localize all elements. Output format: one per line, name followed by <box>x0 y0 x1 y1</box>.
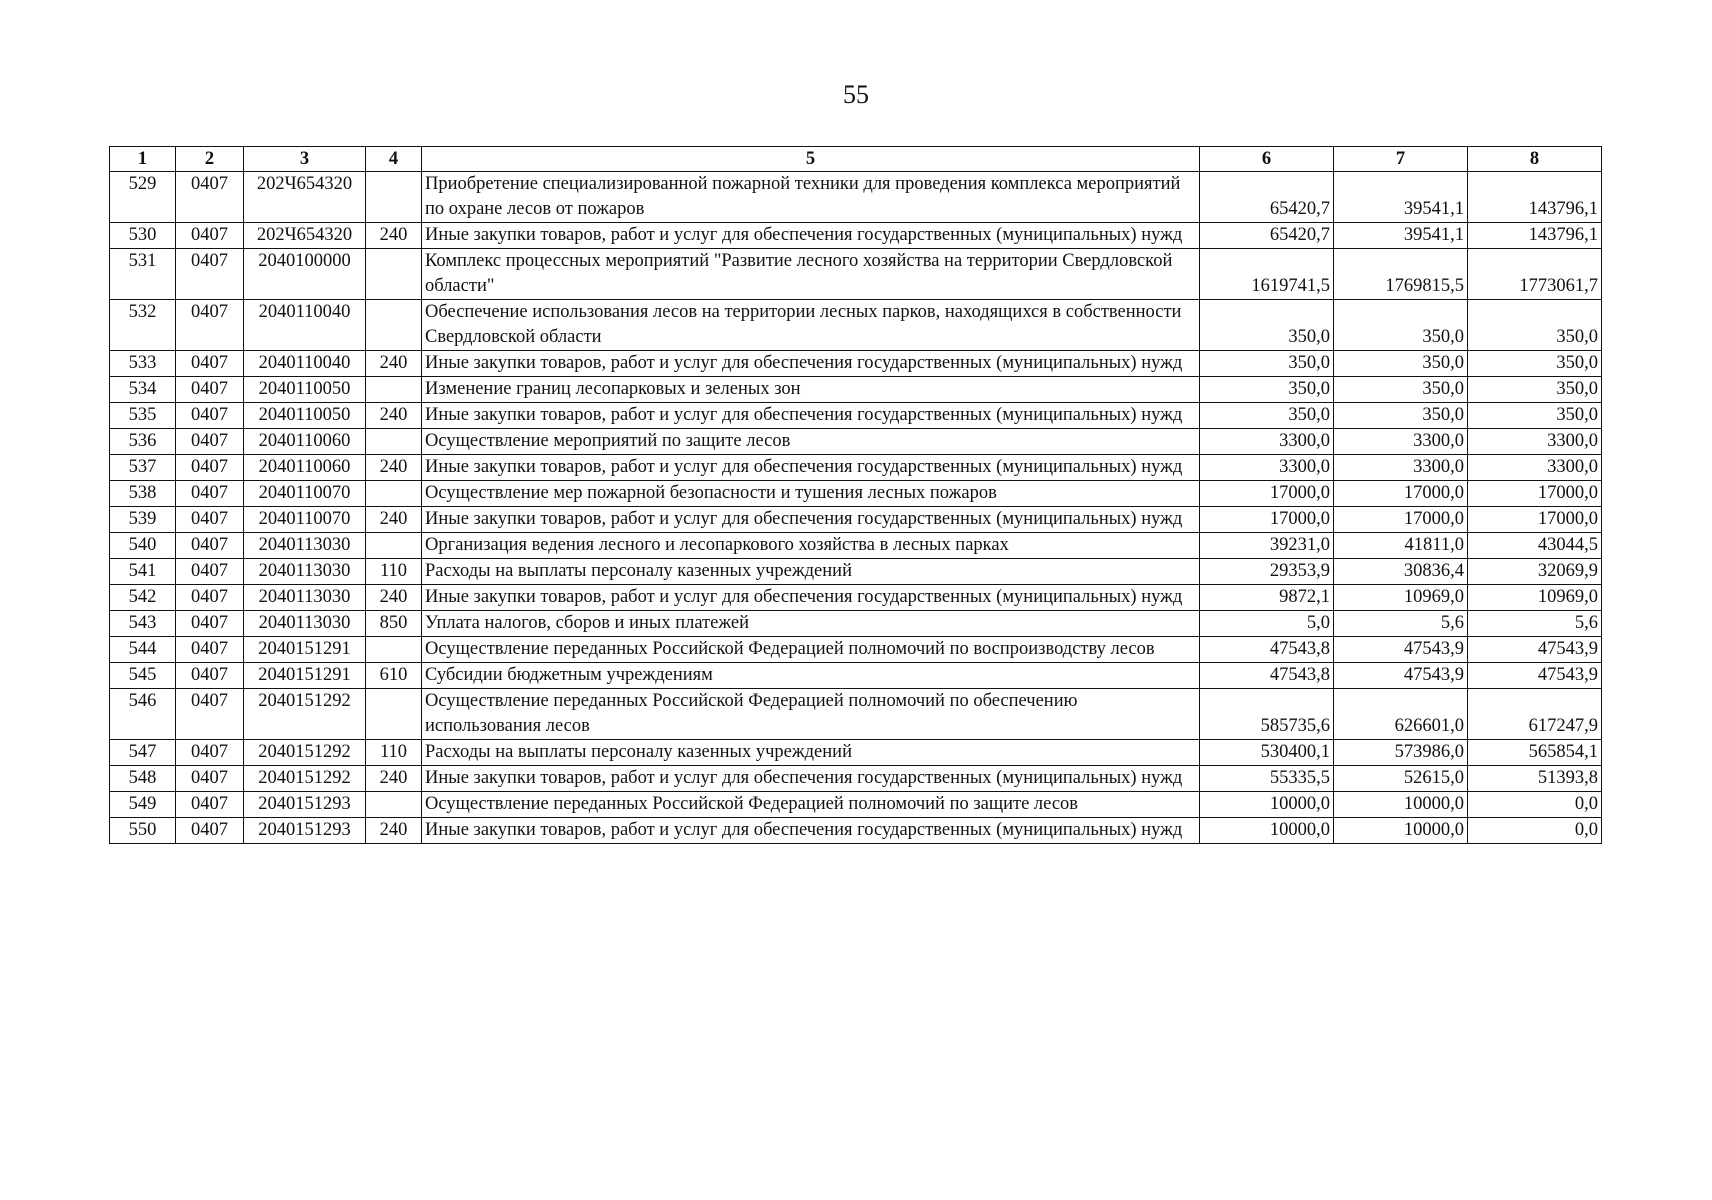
table-row <box>110 766 1602 792</box>
amount-col6-cell: 17000,0 <box>1200 481 1334 507</box>
description-cell: Иные закупки товаров, работ и услуг для обеспечения государственных (муниципальных) нужд <box>422 585 1200 611</box>
row-number-cell: 536 <box>110 429 176 455</box>
table-row <box>110 637 1602 663</box>
description-cell: Осуществление мероприятий по защите лесов <box>422 429 1200 455</box>
amount-col6-cell: 10000,0 <box>1200 792 1334 818</box>
amount-col8-cell: 350,0 <box>1468 300 1602 351</box>
section-code-cell: 0407 <box>176 740 244 766</box>
amount-col8-cell: 143796,1 <box>1468 172 1602 223</box>
description-cell: Иные закупки товаров, работ и услуг для обеспечения государственных (муниципальных) нужд <box>422 223 1200 249</box>
target-code-cell: 2040110060 <box>244 455 366 481</box>
header-cell-4: 4 <box>366 147 422 172</box>
expense-kind-cell <box>366 792 422 818</box>
amount-col8-cell: 0,0 <box>1468 792 1602 818</box>
amount-col8-cell: 47543,9 <box>1468 663 1602 689</box>
amount-col8-cell: 43044,5 <box>1468 533 1602 559</box>
row-number-cell: 541 <box>110 559 176 585</box>
amount-col6-cell: 3300,0 <box>1200 429 1334 455</box>
row-number-cell: 534 <box>110 377 176 403</box>
expense-kind-cell <box>366 429 422 455</box>
header-cell-6: 6 <box>1200 147 1334 172</box>
section-code-cell: 0407 <box>176 455 244 481</box>
section-code-cell: 0407 <box>176 663 244 689</box>
target-code-cell: 2040100000 <box>244 249 366 300</box>
target-code-cell: 2040113030 <box>244 559 366 585</box>
section-code-cell: 0407 <box>176 377 244 403</box>
section-code-cell: 0407 <box>176 637 244 663</box>
expense-kind-cell <box>366 300 422 351</box>
expense-kind-cell <box>366 637 422 663</box>
amount-col7-cell: 17000,0 <box>1334 507 1468 533</box>
row-number-cell: 532 <box>110 300 176 351</box>
amount-col8-cell: 617247,9 <box>1468 689 1602 740</box>
amount-col8-cell: 5,6 <box>1468 611 1602 637</box>
target-code-cell: 2040113030 <box>244 533 366 559</box>
section-code-cell: 0407 <box>176 351 244 377</box>
amount-col7-cell: 1769815,5 <box>1334 249 1468 300</box>
row-number-cell: 543 <box>110 611 176 637</box>
row-number-cell: 533 <box>110 351 176 377</box>
amount-col7-cell: 350,0 <box>1334 377 1468 403</box>
description-cell: Иные закупки товаров, работ и услуг для обеспечения государственных (муниципальных) нужд <box>422 455 1200 481</box>
amount-col6-cell: 65420,7 <box>1200 223 1334 249</box>
amount-col8-cell: 0,0 <box>1468 818 1602 844</box>
description-cell: Иные закупки товаров, работ и услуг для обеспечения государственных (муниципальных) нужд <box>422 403 1200 429</box>
expense-kind-cell: 240 <box>366 818 422 844</box>
section-code-cell: 0407 <box>176 766 244 792</box>
amount-col6-cell: 39231,0 <box>1200 533 1334 559</box>
table-row <box>110 223 1602 249</box>
header-cell-1: 1 <box>110 147 176 172</box>
amount-col7-cell: 39541,1 <box>1334 172 1468 223</box>
target-code-cell: 2040110050 <box>244 403 366 429</box>
amount-col7-cell: 39541,1 <box>1334 223 1468 249</box>
amount-col8-cell: 17000,0 <box>1468 481 1602 507</box>
expense-kind-cell <box>366 172 422 223</box>
table-row <box>110 351 1602 377</box>
amount-col8-cell: 47543,9 <box>1468 637 1602 663</box>
description-cell: Расходы на выплаты персоналу казенных учреждений <box>422 559 1200 585</box>
amount-col7-cell: 52615,0 <box>1334 766 1468 792</box>
row-number-cell: 549 <box>110 792 176 818</box>
expense-kind-cell <box>366 377 422 403</box>
amount-col6-cell: 10000,0 <box>1200 818 1334 844</box>
amount-col7-cell: 41811,0 <box>1334 533 1468 559</box>
amount-col7-cell: 5,6 <box>1334 611 1468 637</box>
page-number: 55 <box>843 80 869 109</box>
table-row <box>110 663 1602 689</box>
target-code-cell: 2040151293 <box>244 792 366 818</box>
amount-col8-cell: 565854,1 <box>1468 740 1602 766</box>
amount-col6-cell: 585735,6 <box>1200 689 1334 740</box>
amount-col7-cell: 30836,4 <box>1334 559 1468 585</box>
table-row <box>110 172 1602 223</box>
target-code-cell: 2040113030 <box>244 611 366 637</box>
description-cell: Уплата налогов, сборов и иных платежей <box>422 611 1200 637</box>
table-row <box>110 533 1602 559</box>
amount-col6-cell: 350,0 <box>1200 403 1334 429</box>
row-number-cell: 542 <box>110 585 176 611</box>
target-code-cell: 2040110040 <box>244 300 366 351</box>
target-code-cell: 2040110050 <box>244 377 366 403</box>
section-code-cell: 0407 <box>176 300 244 351</box>
section-code-cell: 0407 <box>176 792 244 818</box>
expense-kind-cell: 850 <box>366 611 422 637</box>
row-number-cell: 535 <box>110 403 176 429</box>
description-cell: Осуществление мер пожарной безопасности и тушения лесных пожаров <box>422 481 1200 507</box>
table-row <box>110 792 1602 818</box>
row-number-cell: 531 <box>110 249 176 300</box>
budget-table <box>109 146 1602 844</box>
description-cell: Иные закупки товаров, работ и услуг для обеспечения государственных (муниципальных) нужд <box>422 818 1200 844</box>
row-number-cell: 547 <box>110 740 176 766</box>
amount-col6-cell: 55335,5 <box>1200 766 1334 792</box>
amount-col6-cell: 29353,9 <box>1200 559 1334 585</box>
amount-col8-cell: 350,0 <box>1468 377 1602 403</box>
row-number-cell: 544 <box>110 637 176 663</box>
table-row <box>110 300 1602 351</box>
amount-col7-cell: 350,0 <box>1334 300 1468 351</box>
table-row <box>110 481 1602 507</box>
amount-col7-cell: 350,0 <box>1334 403 1468 429</box>
table-row <box>110 377 1602 403</box>
amount-col8-cell: 3300,0 <box>1468 429 1602 455</box>
section-code-cell: 0407 <box>176 507 244 533</box>
description-cell: Осуществление переданных Российской Федерацией полномочий по обеспечению использования лесов <box>422 689 1200 740</box>
target-code-cell: 2040110070 <box>244 507 366 533</box>
amount-col8-cell: 350,0 <box>1468 403 1602 429</box>
section-code-cell: 0407 <box>176 585 244 611</box>
row-number-cell: 537 <box>110 455 176 481</box>
target-code-cell: 2040110040 <box>244 351 366 377</box>
expense-kind-cell: 240 <box>366 585 422 611</box>
description-cell: Приобретение специализированной пожарной техники для проведения комплекса мероприятий по охране лесов от пожаров <box>422 172 1200 223</box>
amount-col6-cell: 350,0 <box>1200 351 1334 377</box>
section-code-cell: 0407 <box>176 429 244 455</box>
expense-kind-cell: 610 <box>366 663 422 689</box>
header-cell-5: 5 <box>422 147 1200 172</box>
header-cell-8: 8 <box>1468 147 1602 172</box>
row-number-cell: 530 <box>110 223 176 249</box>
table-row <box>110 689 1602 740</box>
header-row <box>110 147 1602 172</box>
section-code-cell: 0407 <box>176 172 244 223</box>
amount-col7-cell: 10000,0 <box>1334 818 1468 844</box>
section-code-cell: 0407 <box>176 481 244 507</box>
amount-col8-cell: 51393,8 <box>1468 766 1602 792</box>
section-code-cell: 0407 <box>176 403 244 429</box>
amount-col8-cell: 17000,0 <box>1468 507 1602 533</box>
section-code-cell: 0407 <box>176 818 244 844</box>
row-number-cell: 529 <box>110 172 176 223</box>
amount-col7-cell: 47543,9 <box>1334 637 1468 663</box>
amount-col7-cell: 626601,0 <box>1334 689 1468 740</box>
amount-col6-cell: 530400,1 <box>1200 740 1334 766</box>
amount-col6-cell: 350,0 <box>1200 300 1334 351</box>
amount-col7-cell: 350,0 <box>1334 351 1468 377</box>
target-code-cell: 2040151292 <box>244 689 366 740</box>
header-cell-7: 7 <box>1334 147 1468 172</box>
amount-col7-cell: 3300,0 <box>1334 429 1468 455</box>
amount-col7-cell: 17000,0 <box>1334 481 1468 507</box>
amount-col8-cell: 143796,1 <box>1468 223 1602 249</box>
table-row <box>110 507 1602 533</box>
amount-col6-cell: 5,0 <box>1200 611 1334 637</box>
row-number-cell: 539 <box>110 507 176 533</box>
expense-kind-cell: 240 <box>366 455 422 481</box>
target-code-cell: 2040151293 <box>244 818 366 844</box>
row-number-cell: 548 <box>110 766 176 792</box>
description-cell: Иные закупки товаров, работ и услуг для обеспечения государственных (муниципальных) нужд <box>422 766 1200 792</box>
description-cell: Организация ведения лесного и лесопаркового хозяйства в лесных парках <box>422 533 1200 559</box>
expense-kind-cell <box>366 249 422 300</box>
description-cell: Осуществление переданных Российской Федерацией полномочий по воспроизводству лесов <box>422 637 1200 663</box>
header-cell-2: 2 <box>176 147 244 172</box>
expense-kind-cell <box>366 481 422 507</box>
expense-kind-cell <box>366 689 422 740</box>
section-code-cell: 0407 <box>176 249 244 300</box>
expense-kind-cell <box>366 533 422 559</box>
table-row <box>110 818 1602 844</box>
amount-col8-cell: 1773061,7 <box>1468 249 1602 300</box>
expense-kind-cell: 240 <box>366 766 422 792</box>
row-number-cell: 545 <box>110 663 176 689</box>
row-number-cell: 546 <box>110 689 176 740</box>
target-code-cell: 2040110060 <box>244 429 366 455</box>
amount-col7-cell: 10969,0 <box>1334 585 1468 611</box>
expense-kind-cell: 110 <box>366 559 422 585</box>
table-row <box>110 455 1602 481</box>
row-number-cell: 538 <box>110 481 176 507</box>
amount-col6-cell: 9872,1 <box>1200 585 1334 611</box>
description-cell: Обеспечение использования лесов на территории лесных парков, находящихся в собственности Свердловской области <box>422 300 1200 351</box>
amount-col7-cell: 10000,0 <box>1334 792 1468 818</box>
table-row <box>110 585 1602 611</box>
amount-col7-cell: 3300,0 <box>1334 455 1468 481</box>
amount-col6-cell: 65420,7 <box>1200 172 1334 223</box>
table-row <box>110 611 1602 637</box>
amount-col8-cell: 32069,9 <box>1468 559 1602 585</box>
table-row <box>110 429 1602 455</box>
expense-kind-cell: 240 <box>366 351 422 377</box>
section-code-cell: 0407 <box>176 533 244 559</box>
amount-col6-cell: 47543,8 <box>1200 637 1334 663</box>
table-row <box>110 559 1602 585</box>
target-code-cell: 2040110070 <box>244 481 366 507</box>
description-cell: Расходы на выплаты персоналу казенных учреждений <box>422 740 1200 766</box>
amount-col6-cell: 47543,8 <box>1200 663 1334 689</box>
description-cell: Изменение границ лесопарковых и зеленых зон <box>422 377 1200 403</box>
table-row <box>110 403 1602 429</box>
description-cell: Субсидии бюджетным учреждениям <box>422 663 1200 689</box>
amount-col8-cell: 10969,0 <box>1468 585 1602 611</box>
expense-kind-cell: 240 <box>366 507 422 533</box>
target-code-cell: 2040151291 <box>244 637 366 663</box>
amount-col7-cell: 47543,9 <box>1334 663 1468 689</box>
row-number-cell: 540 <box>110 533 176 559</box>
amount-col6-cell: 350,0 <box>1200 377 1334 403</box>
description-cell: Иные закупки товаров, работ и услуг для обеспечения государственных (муниципальных) нужд <box>422 507 1200 533</box>
amount-col8-cell: 3300,0 <box>1468 455 1602 481</box>
amount-col8-cell: 350,0 <box>1468 351 1602 377</box>
description-cell: Осуществление переданных Российской Федерацией полномочий по защите лесов <box>422 792 1200 818</box>
section-code-cell: 0407 <box>176 559 244 585</box>
description-cell: Иные закупки товаров, работ и услуг для обеспечения государственных (муниципальных) нужд <box>422 351 1200 377</box>
target-code-cell: 2040151292 <box>244 740 366 766</box>
table-row <box>110 249 1602 300</box>
section-code-cell: 0407 <box>176 223 244 249</box>
table-row <box>110 740 1602 766</box>
expense-kind-cell: 110 <box>366 740 422 766</box>
amount-col7-cell: 573986,0 <box>1334 740 1468 766</box>
header-cell-3: 3 <box>244 147 366 172</box>
section-code-cell: 0407 <box>176 611 244 637</box>
table-body <box>110 172 1602 844</box>
amount-col6-cell: 17000,0 <box>1200 507 1334 533</box>
target-code-cell: 2040151292 <box>244 766 366 792</box>
row-number-cell: 550 <box>110 818 176 844</box>
amount-col6-cell: 1619741,5 <box>1200 249 1334 300</box>
expense-kind-cell: 240 <box>366 223 422 249</box>
target-code-cell: 202Ч654320 <box>244 172 366 223</box>
amount-col6-cell: 3300,0 <box>1200 455 1334 481</box>
expense-kind-cell: 240 <box>366 403 422 429</box>
description-cell: Комплекс процессных мероприятий "Развитие лесного хозяйства на территории Свердловской области" <box>422 249 1200 300</box>
target-code-cell: 202Ч654320 <box>244 223 366 249</box>
target-code-cell: 2040151291 <box>244 663 366 689</box>
section-code-cell: 0407 <box>176 689 244 740</box>
target-code-cell: 2040113030 <box>244 585 366 611</box>
